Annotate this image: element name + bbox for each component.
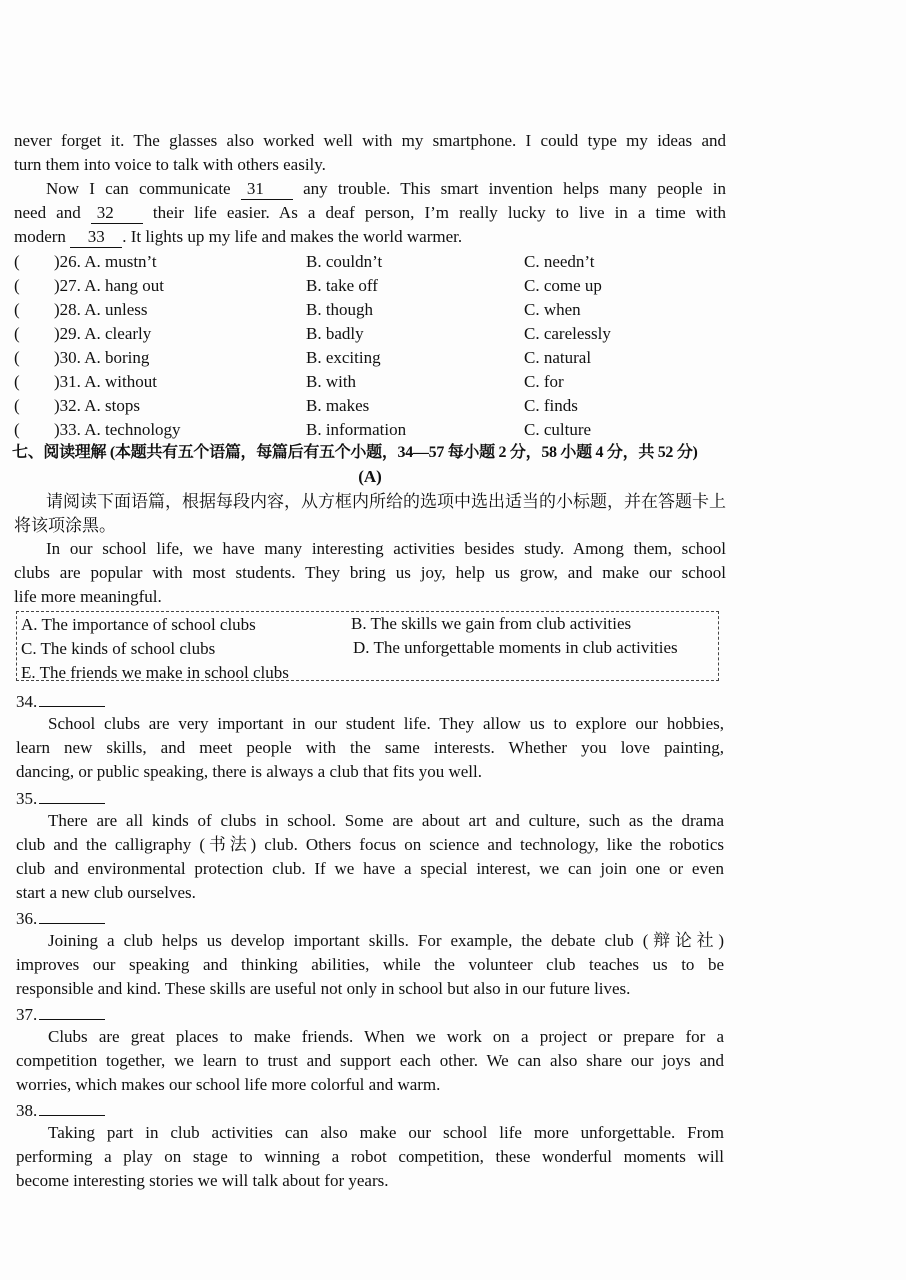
- question-number: [16, 688, 105, 714]
- paragraph-line: become interesting stories we will talk about for years.: [16, 1171, 389, 1190]
- option-c: C. finds: [524, 396, 578, 415]
- blank-32: 32: [91, 203, 143, 224]
- option-a: )29. A. clearly: [54, 324, 152, 343]
- answer-paren: (: [14, 300, 20, 319]
- part-label: (A): [358, 467, 382, 486]
- option-d: D. The unforgettable moments in club activities: [353, 638, 678, 657]
- option-a: )31. A. without: [54, 372, 157, 391]
- question-number-label: 34.: [16, 692, 38, 711]
- paragraph-line: start a new club ourselves.: [16, 883, 196, 902]
- passage-line: turn them into voice to talk with others easily.: [14, 155, 326, 174]
- answer-paren: (: [14, 324, 20, 343]
- question-number-label: 35.: [16, 789, 38, 808]
- paragraph-line: Taking part in club activities can also make our school life more unforgettable. From: [48, 1123, 724, 1142]
- option-a: )27. A. hang out: [54, 276, 165, 295]
- option-c: C. when: [524, 300, 581, 319]
- paragraph-line: club and environmental protection club. If we have a special interest, we can join one or even: [16, 859, 724, 878]
- instruction-line: 将该项涂黑。: [14, 516, 116, 535]
- paragraph-line: competition together, we learn to trust and support each other. We can also share our joys and: [16, 1051, 724, 1070]
- paragraph-line: worries, which makes our school life more colorful and warm.: [16, 1075, 441, 1094]
- answer-blank[interactable]: [39, 785, 105, 804]
- option-a: )28. A. unless: [54, 300, 148, 319]
- paragraph-line: Clubs are great places to make friends. When we work on a project or prepare for a: [48, 1027, 724, 1046]
- option-a: )32. A. stops: [54, 396, 140, 415]
- option-c: C. The kinds of school clubs: [21, 639, 216, 658]
- question-number: [16, 905, 105, 931]
- answer-paren: (: [14, 420, 20, 439]
- option-e: E. The friends we make in school clubs: [21, 663, 289, 682]
- paragraph-line: learn new skills, and meet people with the same interests. Whether you love painting,: [16, 738, 724, 757]
- option-b: B. The skills we gain from club activities: [351, 614, 632, 633]
- paragraph: [16, 1025, 724, 1097]
- passage-line-31: Now I can communicate 31 any trouble. This smart invention helps many people in: [46, 179, 727, 198]
- option-a: )33. A. technology: [54, 420, 181, 439]
- question-number-label: 37.: [16, 1005, 38, 1024]
- answer-blank[interactable]: [39, 1001, 105, 1020]
- option-b: B. exciting: [306, 348, 381, 367]
- intro-line: clubs are popular with most students. They bring us joy, help us grow, and make our school: [14, 563, 726, 582]
- option-c: C. needn’t: [524, 252, 595, 271]
- paragraph-line: responsible and kind. These skills are useful not only in school but also in our future lives.: [16, 979, 631, 998]
- paragraph: [16, 712, 724, 784]
- passage-line-32: need and 32 their life easier. As a deaf person, I’m really lucky to live in a time with: [14, 203, 727, 222]
- option-a: )30. A. boring: [54, 348, 150, 367]
- option-c: C. for: [524, 372, 564, 391]
- passage-line: never forget it. The glasses also worked well with my smartphone. I could type my ideas and: [14, 131, 726, 150]
- question-number: [16, 1001, 105, 1027]
- paragraph: [16, 929, 724, 1001]
- blank-31: 31: [241, 179, 293, 200]
- option-a: )26. A. mustn’t: [54, 252, 157, 271]
- option-c: C. natural: [524, 348, 592, 367]
- option-c: C. culture: [524, 420, 592, 439]
- option-b: B. couldn’t: [306, 252, 383, 271]
- paragraph-line: dancing, or public speaking, there is always a club that fits you well.: [16, 762, 482, 781]
- option-b: B. with: [306, 372, 357, 391]
- option-b: B. information: [306, 420, 407, 439]
- option-b: B. badly: [306, 324, 364, 343]
- answer-blank[interactable]: [39, 905, 105, 924]
- option-b: B. take off: [306, 276, 378, 295]
- blank-33: 33: [70, 227, 122, 248]
- paragraph-line: improves our speaking and thinking abilities, while the volunteer club teaches us to be: [16, 955, 724, 974]
- answer-blank[interactable]: [39, 1097, 105, 1116]
- paragraph-line: There are all kinds of clubs in school. Some are about art and culture, such as the drama: [48, 811, 724, 830]
- passage-line-33: modern 33 . It lights up my life and makes the world warmer.: [14, 227, 463, 246]
- question-number: [16, 785, 105, 811]
- paragraph-line: Joining a club helps us develop important skills. For example, the debate club (辩论社): [48, 931, 724, 950]
- answer-paren: (: [14, 252, 20, 271]
- answer-paren: (: [14, 348, 20, 367]
- option-c: C. carelessly: [524, 324, 611, 343]
- answer-paren: (: [14, 276, 20, 295]
- paragraph-line: performing a play on stage to winning a robot competition, these wonderful moments will: [16, 1147, 724, 1166]
- option-b: B. makes: [306, 396, 370, 415]
- paragraph: [16, 1121, 724, 1193]
- paragraph: [16, 809, 724, 905]
- paragraph-line: club and the calligraphy (书法) club. Others focus on science and technology, like the robotics: [16, 835, 724, 854]
- option-c: C. come up: [524, 276, 602, 295]
- heading-options-box: [16, 611, 719, 681]
- answer-paren: (: [14, 396, 20, 415]
- instruction-line: 请阅读下面语篇，根据每段内容，从方框内所给的选项中选出适当的小标题，并在答题卡上: [46, 492, 726, 511]
- answer-paren: (: [14, 372, 20, 391]
- option-b: B. though: [306, 300, 374, 319]
- intro-line: life more meaningful.: [14, 587, 162, 606]
- question-number: [16, 1097, 105, 1123]
- question-number-label: 36.: [16, 909, 38, 928]
- intro-line: In our school life, we have many interesting activities besides study. Among them, school: [46, 539, 726, 558]
- option-a: A. The importance of school clubs: [21, 615, 256, 634]
- question-number-label: 38.: [16, 1101, 38, 1120]
- paragraph-line: School clubs are very important in our student life. They allow us to explore our hobbies,: [48, 714, 724, 733]
- answer-blank[interactable]: [39, 688, 105, 707]
- section-heading: 七、阅读理解 (本题共有五个语篇，每篇后有五个小题，34—57 每小题 2 分，58 小题 4 分，共 52 分): [12, 444, 698, 461]
